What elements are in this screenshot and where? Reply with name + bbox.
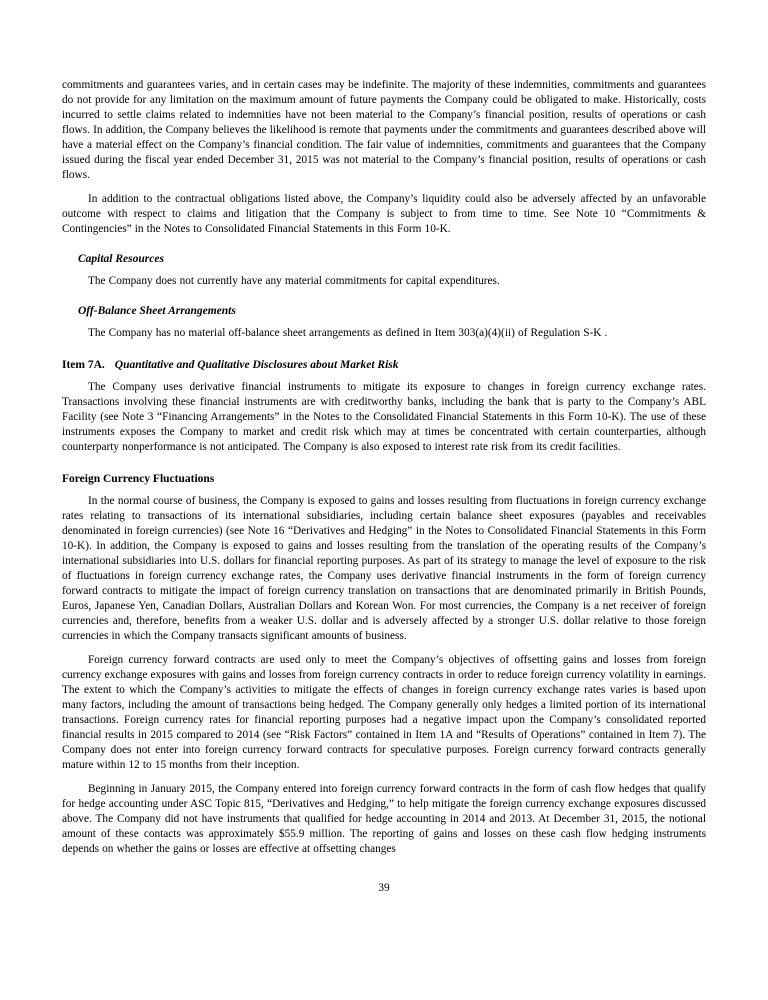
paragraph-capital-commitments: The Company does not currently have any material commitments for capital expenditures. [88, 275, 500, 287]
heading-item-7a [62, 358, 706, 373]
heading-item-7a-title: Quantitative and Qualitative Disclosures about Market Risk [114, 359, 399, 371]
paragraph-derivative-instruments: The Company uses derivative financial instruments to mitigate its exposure to changes in foreign currency exchange rates. Transactions involving these financial instruments are with creditworthy banks, including the bank that is party to the Company’s ABL Facility (see Note 3 “Financing Arrangements” in the Notes to the Consolidated Financial Statements in this Form 10-K). The use of these instruments exposes the Company to market and credit risk which may at times be concentrated with certain counterparties, although counterparty nonperformance is not anticipated. The Company is also exposed to interest rate risk from its credit facilities. [62, 381, 706, 453]
heading-capital-resources: Capital Resources [78, 253, 164, 265]
heading-off-balance-sheet-arrangements: Off-Balance Sheet Arrangements [78, 305, 236, 317]
paragraph-commitments-guarantees: commitments and guarantees varies, and in certain cases may be indefinite. The majority of these indemnities, commitments and guarantees do not provide for any limitation on the maximum amount of future payments the Company could be obligated to make. Historically, costs incurred to settle claims related to indemnities have not been material to the Company’s financial position, results of operations or cash flows. In addition, the Company believes the likelihood is remote that payments under the commitments and guarantees described above will have a material effect on the Company’s financial condition. The fair value of indemnities, commitments and guarantees that the Company issued during the fiscal year ended December 31, 2015 was not material to the Company’s financial position, results of operations or cash flows. [62, 79, 706, 181]
paragraph-contractual-obligations: In addition to the contractual obligations listed above, the Company’s liquidity could also be adversely affected by an unfavorable outcome with respect to claims and litigation that the Company is subject to from time to time. See Note 10 “Commitments & Contingencies” in the Notes to Consolidated Financial Statements in this Form 10-K. [62, 193, 706, 235]
paragraph-cash-flow-hedges: Beginning in January 2015, the Company entered into foreign currency forward contracts in the form of cash flow hedges that qualify for hedge accounting under ASC Topic 815, “Derivatives and Hedging,” to help mitigate the foreign currency exchange exposures discussed above. The Company did not have instruments that qualified for hedge accounting in 2014 and 2013. At December 31, 2015, the notional amount of these contacts was approximately $55.9 million. The reporting of gains and losses on these cash flow hedging instruments depends on whether the gains or losses are effective at offsetting changes [62, 783, 706, 855]
paragraph-currency-exposure: In the normal course of business, the Company is exposed to gains and losses resulting from fluctuations in foreign currency exchange rates relating to transactions of its international subsidiaries, including certain balance sheet exposures (payables and receivables denominated in foreign currencies) (see Note 16 “Derivatives and Hedging” in the Notes to Consolidated Financial Statements in this Form 10-K). In addition, the Company is exposed to gains and losses resulting from the translation of the operating results of the Company’s international subsidiaries into U.S. dollars for financial reporting purposes. As part of its strategy to manage the level of exposure to the risk of fluctuations in foreign currency exchange rates, the Company uses derivative financial instruments in the form of foreign currency forward contracts to mitigate the impact of foreign currency translation on transactions that are denominated primarily in British Pounds, Euros, Japanese Yen, Canadian Dollars, Australian Dollars and Korean Won. For most currencies, the Company is a net receiver of foreign currencies and, therefore, benefits from a weaker U.S. dollar and is adversely affected by a stronger U.S. dollar relative to those foreign currencies in which the Company transacts significant amounts of business. [62, 495, 706, 642]
paragraph-off-balance-sheet: The Company has no material off-balance sheet arrangements as defined in Item 303(a)(4)(ii) of Regulation S-K . [88, 327, 608, 339]
page-number: 39 [378, 882, 390, 894]
paragraph-forward-contracts: Foreign currency forward contracts are used only to meet the Company’s objectives of offsetting gains and losses from foreign currency exchange exposures with gains and losses from foreign currency contracts in order to reduce foreign currency volatility in earnings. The extent to which the Company’s activities to mitigate the effects of changes in foreign currency exchange rates varies is based upon many factors, including the amount of transactions being hedged. The Company generally only hedges a limited portion of its international transactions. Foreign currency rates for financial reporting purposes had a negative impact upon the Company’s consolidated reported financial results in 2015 compared to 2014 (see “Risk Factors” contained in Item 1A and “Results of Operations” contained in Item 7). The Company does not enter into foreign currency forward contracts for speculative purposes. Foreign currency forward contracts generally mature within 12 to 15 months from their inception. [62, 654, 706, 771]
heading-item-7a-label: Item 7A. [62, 359, 105, 371]
heading-foreign-currency-fluctuations: Foreign Currency Fluctuations [62, 473, 215, 485]
